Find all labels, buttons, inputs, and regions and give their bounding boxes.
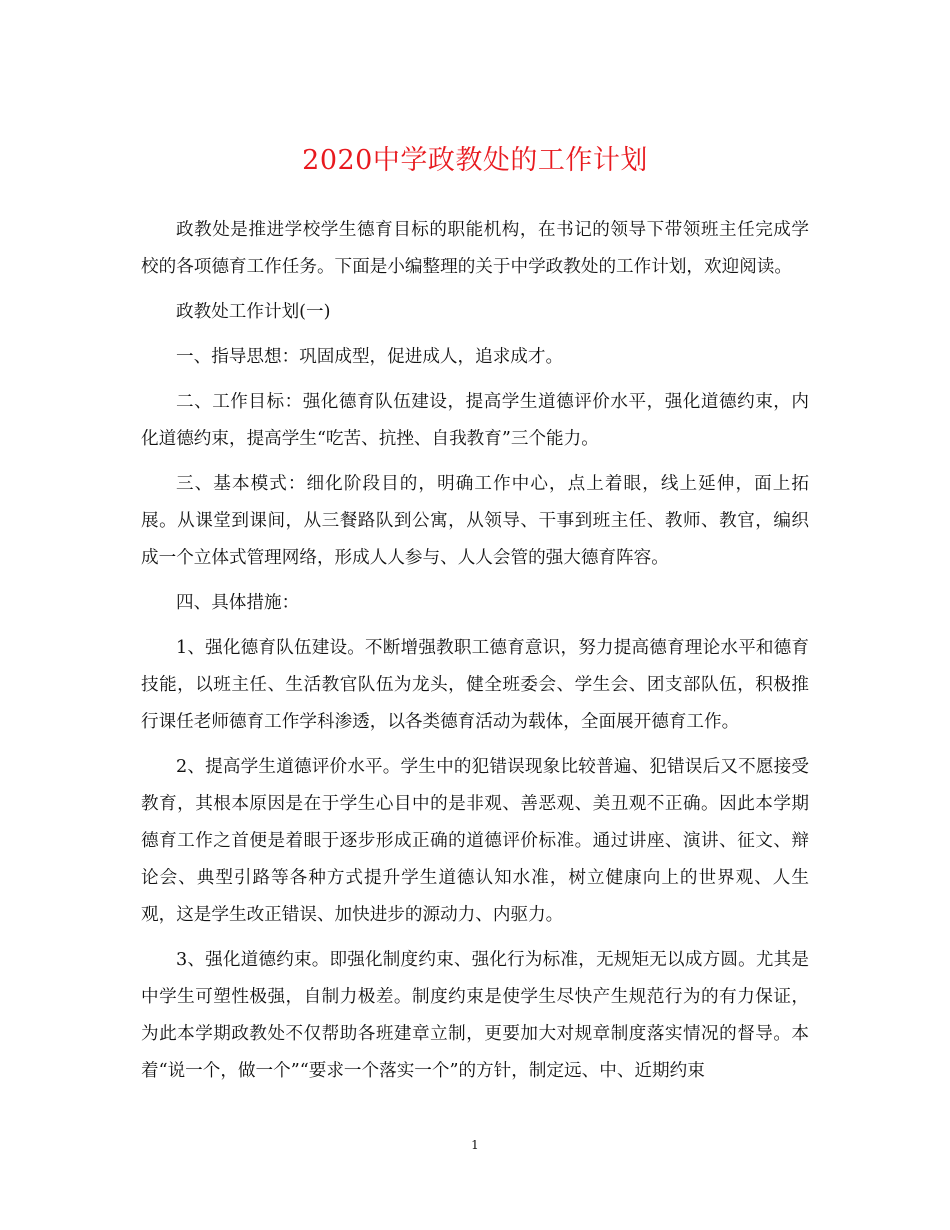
measure-3-paragraph: 3、强化道德约束。即强化制度约束、强化行为标准，无规矩无以成方圆。尤其是中学生可塑性极强，自制力极差。制度约束是使学生尽快产生规范行为的有力保证，为此本学期政教处不仅帮助各班建章立制，更要加大对规章制度落实情况的督导。本着“说一个，做一个”“要求一个落实一个”的方针，制定远、中、近期约束 [141,950,809,1081]
work-goals-paragraph: 二、工作目标：强化德育队伍建设，提高学生道德评价水平，强化道德约束，内化道德约束，提高学生“吃苦、抗挫、自我教育”三个能力。 [141,392,809,449]
section-heading-plan-one: 政教处工作计划(一) [176,302,331,322]
document-body [141,212,809,1090]
measure-1-paragraph: 1、强化德育队伍建设。不断增强教职工德育意识，努力提高德育理论水平和德育技能，以班主任、生活教官队伍为龙头，健全班委会、学生会、团支部队伍，积极推行课任老师德育工作学科渗透，以各类德育活动为载体，全面展开德育工作。 [141,638,809,732]
measure-2-paragraph: 2、提高学生道德评价水平。学生中的犯错误现象比较普遍、犯错误后又不愿接受教育，其根本原因是在于学生心目中的是非观、善恶观、美丑观不正确。因此本学期德育工作之首便是着眼于逐步形成正确的道德评价标准。通过讲座、演讲、征文、辩论会、典型引路等各种方式提升学生道德认知水准，树立健康向上的世界观、人生观，这是学生改正错误、加快进步的源动力、内驱力。 [141,757,809,925]
basic-mode-paragraph: 三、基本模式：细化阶段目的，明确工作中心，点上着眼，线上延伸，面上拓展。从课堂到课间，从三餐路队到公寓，从领导、干事到班主任、教师、教官，编织成一个立体式管理网络，形成人人参与、人人会管的强大德育阵容。 [141,474,809,568]
intro-paragraph: 政教处是推进学校学生德育目标的职能机构，在书记的领导下带领班主任完成学校的各项德育工作任务。下面是小编整理的关于中学政教处的工作计划，欢迎阅读。 [141,220,809,277]
guiding-ideology-paragraph: 一、指导思想：巩固成型，促进成人，追求成才。 [176,347,564,367]
page-number: 1 [471,1138,479,1152]
document-title: 2020中学政教处的工作计划 [302,145,648,176]
specific-measures-heading: 四、具体措施： [176,593,300,613]
